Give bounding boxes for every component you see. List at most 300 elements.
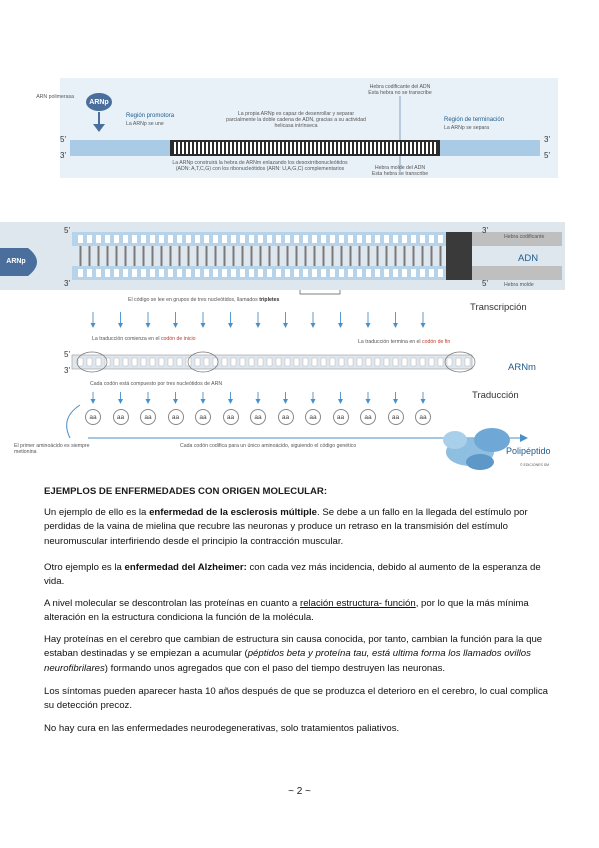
nucleotide-block (366, 358, 371, 366)
base-pair-bond (305, 246, 307, 266)
arrow-head-icon (393, 399, 398, 404)
arnp-label: ARNp (6, 257, 26, 265)
base-pair-tick (426, 142, 428, 154)
base-pair-tick (338, 142, 340, 154)
base-pair-tick (270, 142, 272, 154)
nucleotide-block (267, 358, 272, 366)
nucleotide-block (168, 269, 173, 277)
nucleotide-block (429, 235, 434, 243)
prime-label: 5' (482, 279, 488, 288)
base-pair-bond (188, 246, 190, 266)
nucleotide-block (114, 235, 119, 243)
base-pair-bond (134, 246, 136, 266)
base-pair-tick (226, 142, 228, 154)
nucleotide-block (231, 358, 236, 366)
nucleotide-block (357, 269, 362, 277)
base-pair-bond (323, 246, 325, 266)
base-pair-tick (218, 142, 220, 154)
nucleotide-block (159, 235, 164, 243)
nucleotide-block (105, 235, 110, 243)
nucleotide-block (186, 269, 191, 277)
base-pair-bond (143, 246, 145, 266)
arrow-head-icon (256, 323, 261, 328)
nucleotide-block (159, 358, 164, 366)
arrow-head-icon (118, 323, 123, 328)
base-pair-bond (395, 246, 397, 266)
arrow-head-icon (201, 323, 206, 328)
arrow-head-icon (91, 399, 96, 404)
base-pair-bond (278, 246, 280, 266)
base-pair-tick (406, 142, 408, 154)
base-pair-tick (242, 142, 244, 154)
nucleotide-block (429, 358, 434, 366)
prime-label: 3' (544, 135, 550, 144)
base-pair-tick (362, 142, 364, 154)
base-pair-tick (210, 142, 212, 154)
base-pair-tick (286, 142, 288, 154)
base-pair-tick (202, 142, 204, 154)
nucleotide-block (276, 358, 281, 366)
arrow-head-icon (173, 399, 178, 404)
nucleotide-block (150, 269, 155, 277)
arrow-head-icon (311, 323, 316, 328)
base-pair-tick (322, 142, 324, 154)
traduccion-inicio-text: La traducción comienza en el codón de inicio (92, 336, 196, 342)
base-pair-tick (178, 142, 180, 154)
arrow-head-icon (146, 399, 151, 404)
nucleotide-block (438, 235, 443, 243)
nucleotide-block (384, 358, 389, 366)
nucleotide-block (294, 269, 299, 277)
nucleotide-block (231, 235, 236, 243)
base-pair-tick (250, 142, 252, 154)
nucleotide-block (330, 358, 335, 366)
base-pair-bond (116, 246, 118, 266)
base-pair-tick (254, 142, 256, 154)
nucleotide-block (348, 269, 353, 277)
base-pair-bond (80, 246, 82, 266)
nucleotide-block (330, 269, 335, 277)
translation-arrows (91, 392, 426, 404)
nucleotide-block (321, 358, 326, 366)
base-pair-bond (215, 246, 217, 266)
base-pair-tick (326, 142, 328, 154)
arrow-head-icon (338, 399, 343, 404)
arrow-head-icon (118, 399, 123, 404)
arrow-head-icon (91, 323, 96, 328)
base-pair-tick (414, 142, 416, 154)
paragraph-proteinas: Hay proteínas en el cerebro que cambian de estructura sin causa conocida, por tanto, cambian la función para la que estaban destinadas y se empiezan a acumular (péptidos beta y proteína tau, está ultima forma los llamados ovillos neurofibrilares) formando unos agregados que con el paso del tiempo destruyen las neuronas. (44, 634, 543, 674)
nucleotide-block (78, 269, 83, 277)
nucleotide-block (222, 269, 227, 277)
base-pair-bond (404, 246, 406, 266)
nucleotide-block (303, 235, 308, 243)
nucleotide-block (285, 269, 290, 277)
arrow-head-icon (228, 399, 233, 404)
base-pair-tick (294, 142, 296, 154)
base-pair-tick (418, 142, 420, 154)
nucleotide-block (339, 358, 344, 366)
nucleotide-block (294, 235, 299, 243)
traduccion-fin-text: La traducción termina en el codón de fin (358, 339, 451, 345)
transcripcion-label: Transcripción (470, 302, 527, 313)
base-pair-bond (125, 246, 127, 266)
arrow-head-icon (366, 323, 371, 328)
hebra-codificante-label: Hebra codificante (504, 234, 545, 240)
nucleotide-block (168, 235, 173, 243)
prime-label: 5' (64, 226, 70, 235)
nucleotide-block (303, 269, 308, 277)
base-pair-tick (434, 142, 436, 154)
base-pair-bond (386, 246, 388, 266)
nucleotide-block (465, 358, 470, 366)
traduccion-label: Traducción (472, 390, 519, 401)
prime-label: 3' (64, 279, 70, 288)
nucleotide-block (393, 358, 398, 366)
nucleotide-block (384, 235, 389, 243)
nucleotide-block (132, 235, 137, 243)
nucleotide-block (249, 358, 254, 366)
base-pair-bond (296, 246, 298, 266)
base-pair-bond (269, 246, 271, 266)
amino-acid-circle: aa (278, 409, 294, 425)
nucleotide-block (411, 235, 416, 243)
nucleotide-block (402, 358, 407, 366)
base-pair-tick (206, 142, 208, 154)
template-strand-end (472, 266, 562, 280)
nucleotide-block (357, 358, 362, 366)
triplet-bracket (300, 290, 340, 294)
prime-label: 3' (64, 366, 70, 375)
base-pair-bond (368, 246, 370, 266)
arrow-head-icon (283, 323, 288, 328)
nucleotide-block (348, 235, 353, 243)
prime-label: 3' (482, 226, 488, 235)
nucleotide-block (438, 269, 443, 277)
region-promotora-title: Región promotora (126, 113, 175, 119)
nucleotide-block (222, 235, 227, 243)
paragraph-alzheimer: Otro ejemplo es la enfermedad del Alzheimer: con cada vez más incidencia, debido al aumento de la esperanza de vida. (44, 562, 541, 588)
base-pair-tick (266, 142, 268, 154)
region-promotora-text: La ARNp se une (126, 121, 164, 127)
nucleotide-block (447, 358, 452, 366)
base-pair-tick (402, 142, 404, 154)
paragraph-molecular: A nivel molecular se descontrolan las proteínas en cuanto a relación estructura- función, por lo que la más mínima alteración en la estructura condiciona la función de la molécula. (44, 598, 529, 624)
base-pair-tick (390, 142, 392, 154)
base-pair-bond (251, 246, 253, 266)
nucleotide-block (177, 235, 182, 243)
nucleotide-block (78, 235, 83, 243)
base-pair-tick (186, 142, 188, 154)
base-pair-tick (378, 142, 380, 154)
nucleotide-block (312, 358, 317, 366)
base-pair-tick (398, 142, 400, 154)
amino-acid-circle: aa (195, 409, 211, 425)
region-terminacion-title: Región de terminación (444, 117, 505, 123)
base-pair-tick (394, 142, 396, 154)
nucleotide-block (123, 269, 128, 277)
base-pair-tick (230, 142, 232, 154)
nucleotide-block (366, 235, 371, 243)
base-pair-tick (298, 142, 300, 154)
nucleotide-block (177, 269, 182, 277)
adn-label: ADN (518, 253, 539, 264)
nucleotide-block (249, 269, 254, 277)
base-pair-tick (182, 142, 184, 154)
arrow-head-icon (338, 323, 343, 328)
hebra-molde-text: Esta hebra se transcribe (371, 171, 429, 177)
nucleotide-block (411, 358, 416, 366)
nucleotide-block (123, 358, 128, 366)
nucleotide-block (195, 269, 200, 277)
base-pair-tick (290, 142, 292, 154)
helicasa-text: La propia ARNp es capaz de desenrollar y separar parcialmente la doble cadena de ADN, gracias a su actividad helicasa intrínseca (226, 111, 366, 130)
arrow-head-icon (311, 399, 316, 404)
nucleotide-block (375, 358, 380, 366)
codon-text: Cada codón está compuesto por tres nucleótidos de ARN (90, 381, 223, 387)
page-number: ~ 2 ~ (288, 786, 311, 797)
amino-acid-circle: aa (305, 409, 321, 425)
primer-aminoacido-text: El primer aminoácido es siempre metionina (14, 443, 90, 456)
nucleotide-block (87, 358, 92, 366)
nucleotide-block (96, 269, 101, 277)
nucleotide-block (195, 358, 200, 366)
nucleotide-block (105, 358, 110, 366)
nucleotide-block (267, 235, 272, 243)
nucleotide-block (258, 269, 263, 277)
base-pair-bond (341, 246, 343, 266)
nucleotide-block (411, 269, 416, 277)
paragraph-sintomas: Los síntomas pueden aparecer hasta 10 años después de que se produzca el deterioro en el cerebro, lo cual complica su detección precoz. (44, 686, 548, 712)
nucleotide-block (105, 269, 110, 277)
base-pair-tick (314, 142, 316, 154)
nucleotide-block (258, 358, 263, 366)
nucleotide-block (249, 235, 254, 243)
nucleotide-block (141, 269, 146, 277)
base-pair-bond (242, 246, 244, 266)
nucleotide-block (123, 235, 128, 243)
nucleotide-block (321, 269, 326, 277)
base-pair-tick (302, 142, 304, 154)
nucleotide-block (213, 269, 218, 277)
base-pair-tick (246, 142, 248, 154)
nucleotide-block (114, 358, 119, 366)
nucleotide-block (303, 358, 308, 366)
nucleotide-block (456, 358, 461, 366)
arrow-head-icon (421, 399, 426, 404)
base-pair-tick (258, 142, 260, 154)
nucleotide-block (195, 235, 200, 243)
base-pair-bond (197, 246, 199, 266)
arrow-head-icon (228, 323, 233, 328)
nucleotide-block (141, 358, 146, 366)
nucleotide-block (357, 235, 362, 243)
amino-acid-circle: aa (360, 409, 376, 425)
nucleotide-block (375, 235, 380, 243)
metionina-pointer (67, 405, 80, 438)
transcription-arrows (91, 312, 426, 328)
base-pair-tick (262, 142, 264, 154)
nucleotide-block (240, 269, 245, 277)
polypeptide-shape (443, 428, 510, 470)
nucleotide-block (330, 235, 335, 243)
base-pair-tick (278, 142, 280, 154)
codon-aminoacido-text: Cada codón codifica para un único aminoácido, siguiendo el código genético (180, 443, 357, 449)
base-pair-tick (358, 142, 360, 154)
base-pair-tick (366, 142, 368, 154)
base-pair-tick (330, 142, 332, 154)
base-pair-tick (374, 142, 376, 154)
hebra-molde-title: Hebra molde del ADN (374, 165, 426, 171)
base-pair-bond (179, 246, 181, 266)
nucleotide-block (438, 358, 443, 366)
base-pair-tick (190, 142, 192, 154)
base-pair-tick (282, 142, 284, 154)
prime-label: 5' (64, 350, 70, 359)
amino-acid-circle: aa (388, 409, 404, 425)
base-pair-tick (234, 142, 236, 154)
nucleotide-block (375, 269, 380, 277)
base-pair-bond (332, 246, 334, 266)
amino-acid-circle: aa (113, 409, 129, 425)
arnm-construccion-text: La ARNp construirá la hebra de ARNm enlazando los desoxirribonucleótidos (ADN: A,T,C,G) con los ribonucleótidos (ARN: U,A,G,C) complementarios (172, 160, 348, 173)
arrow-head-icon (421, 323, 426, 328)
base-pair-tick (198, 142, 200, 154)
nucleotide-block (150, 235, 155, 243)
amino-acid-circle: aa (415, 409, 431, 425)
nucleotide-block (312, 235, 317, 243)
region-terminacion-text: La ARNp se separa (444, 125, 489, 131)
nucleotide-block (420, 358, 425, 366)
base-pair-tick (306, 142, 308, 154)
base-pair-bond (170, 246, 172, 266)
base-pair-bond (260, 246, 262, 266)
nucleotide-block (96, 235, 101, 243)
nucleotide-block (267, 269, 272, 277)
nucleotide-block (429, 269, 434, 277)
tripletes-text: El código se lee en grupos de tres nucleótidos, llamados tripletes (128, 297, 280, 303)
base-pair-bond (206, 246, 208, 266)
nucleotide-block (420, 269, 425, 277)
arrow-head-icon (201, 399, 206, 404)
nucleotide-block (204, 235, 209, 243)
paragraph-esclerosis: Un ejemplo de ello es la enfermedad de la esclerosis múltiple. Se debe a un fallo en la llegada del estímulo por perdidas de la vaina de mielina que recubre las neuronas y produce un retraso en la transmisión del estímulo neuromuscular interfiriendo desde el principio la contracción muscular. (44, 507, 528, 547)
base-pair-bond (314, 246, 316, 266)
nucleotide-block (420, 235, 425, 243)
base-pair-tick (238, 142, 240, 154)
base-pair-tick (318, 142, 320, 154)
base-pair-bond (377, 246, 379, 266)
arrow-head-icon (283, 399, 288, 404)
arn-polimerasa-label: ARN polimerasa (36, 94, 74, 100)
hebra-molde-label: Hebra molde (504, 282, 534, 288)
base-pair-tick (174, 142, 176, 154)
nucleotide-block (393, 235, 398, 243)
amino-acid-circle: aa (168, 409, 184, 425)
nucleotide-block (240, 235, 245, 243)
nucleotide-block (87, 235, 92, 243)
arnp-badge: ARNp (86, 93, 112, 111)
base-pair-tick (350, 142, 352, 154)
base-pair-bond (98, 246, 100, 266)
base-pair-tick (222, 142, 224, 154)
nucleotide-block (87, 269, 92, 277)
base-pair-tick (370, 142, 372, 154)
nucleotide-block (231, 269, 236, 277)
nucleotide-block (168, 358, 173, 366)
base-pair-tick (382, 142, 384, 154)
base-pair-tick (274, 142, 276, 154)
base-pair-tick (354, 142, 356, 154)
top-dna-strands (70, 140, 540, 156)
stop-codon-block (446, 232, 472, 280)
nucleotide-block (132, 269, 137, 277)
amino-acid-circle: aa (250, 409, 266, 425)
base-pair-tick (386, 142, 388, 154)
amino-acid-circle: aa (85, 409, 101, 425)
base-pair-tick (422, 142, 424, 154)
prime-label: 3' (60, 151, 66, 160)
base-pair-tick (310, 142, 312, 154)
base-pair-bond (89, 246, 91, 266)
nucleotide-block (339, 235, 344, 243)
arrow-head-icon (146, 323, 151, 328)
base-pair-bond (422, 246, 424, 266)
base-pair-tick (214, 142, 216, 154)
nucleotide-block (285, 358, 290, 366)
base-pair-bond (431, 246, 433, 266)
nucleotide-block (321, 235, 326, 243)
nucleotide-block (159, 269, 164, 277)
base-pair-bond (287, 246, 289, 266)
nucleotide-block (402, 269, 407, 277)
nucleotide-block (96, 358, 101, 366)
nucleotide-block (384, 269, 389, 277)
nucleotide-block (258, 235, 263, 243)
arnm-label: ARNm (508, 362, 536, 373)
nucleotide-block (132, 358, 137, 366)
nucleotide-block (141, 235, 146, 243)
paragraph-cura: No hay cura en las enfermedades neurodegenerativas, solo tratamientos paliativos. (44, 723, 400, 734)
nucleotide-block (150, 358, 155, 366)
nucleotide-block (393, 269, 398, 277)
nucleotide-block (222, 358, 227, 366)
arrow-head-icon (520, 434, 528, 442)
arrow-head-icon (173, 323, 178, 328)
section-heading: EJEMPLOS DE ENFERMEDADES CON ORIGEN MOLECULAR: (44, 486, 328, 497)
nucleotide-block (312, 269, 317, 277)
nucleotide-block (366, 269, 371, 277)
base-pair-tick (334, 142, 336, 154)
nucleotide-block (276, 269, 281, 277)
nucleotide-block (186, 235, 191, 243)
nucleotide-block (276, 235, 281, 243)
base-pair-bond (224, 246, 226, 266)
nucleotide-block (213, 235, 218, 243)
base-pair-tick (194, 142, 196, 154)
base-pair-tick (346, 142, 348, 154)
base-pair-bond (359, 246, 361, 266)
nucleotide-block (348, 358, 353, 366)
nucleotide-block (294, 358, 299, 366)
base-pair-bond (440, 246, 442, 266)
amino-acid-circle: aa (223, 409, 239, 425)
amino-acid-circle: aa (333, 409, 349, 425)
nucleotide-block (177, 358, 182, 366)
base-pair-bond (161, 246, 163, 266)
base-pair-bond (350, 246, 352, 266)
prime-label: 5' (544, 151, 550, 160)
